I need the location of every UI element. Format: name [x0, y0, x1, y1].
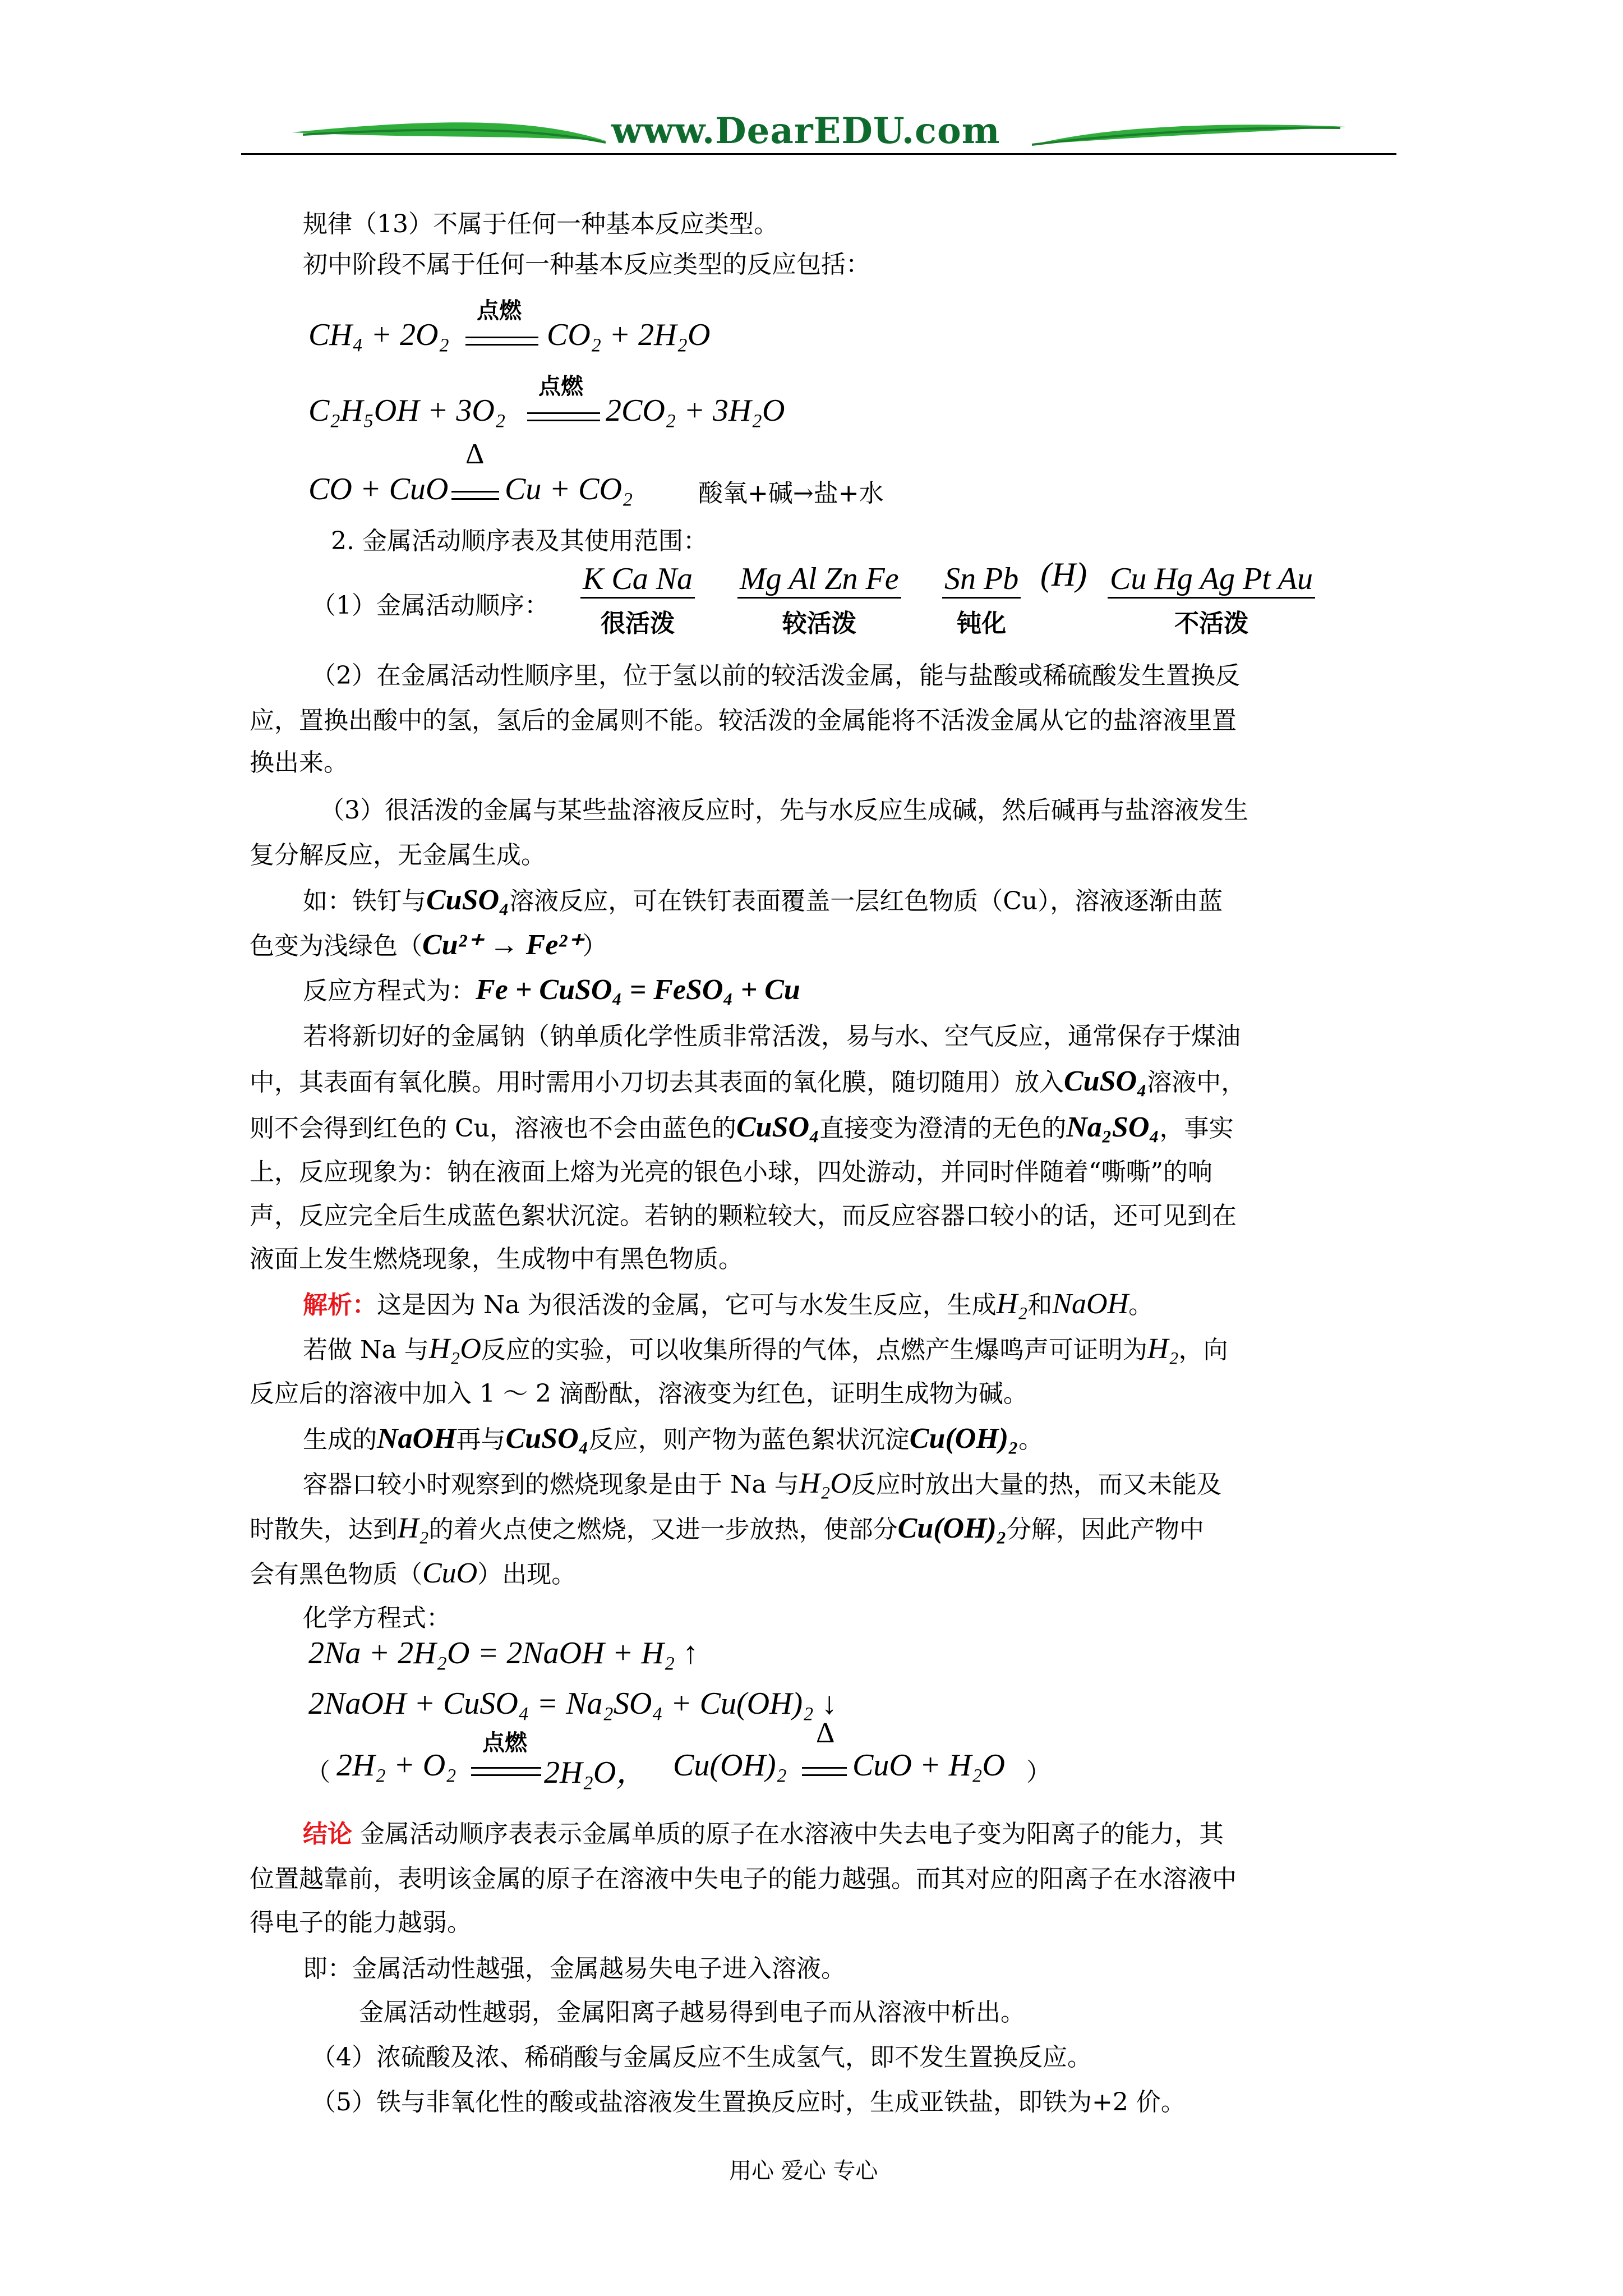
equation-double-bar: [465, 337, 538, 346]
formula: CuSO₄: [505, 1423, 589, 1455]
text-line: （3）很活泼的金属与某些盐溶液反应时，先与水反应生成碱，然后碱再与盐溶液发生: [320, 796, 1248, 825]
formula: Cu(OH)₂: [897, 1512, 1007, 1544]
text-line: 应，置换出酸中的氢，氢后的金属则不能。较活泼的金属能将不活泼金属从它的盐溶液里置: [250, 706, 1237, 735]
text-run: 生成的: [303, 1425, 377, 1454]
text-run: 。: [1128, 1291, 1154, 1319]
header-rule: [241, 153, 1396, 155]
formula: H₂: [996, 1288, 1028, 1320]
formula: H₂O: [428, 1333, 481, 1365]
text-line: 上，反应现象为：钠在液面上熔为光亮的银色小球，四处游动，并同时伴随着“嘶嘶”的响: [250, 1158, 1212, 1186]
text-line: [250, 1059, 1246, 1105]
formula: CuSO₄: [426, 884, 510, 916]
formula: Cu²⁺ → Fe²⁺: [422, 929, 583, 961]
formula: NaOH: [1052, 1288, 1129, 1320]
formula: CuSO₄: [1064, 1065, 1147, 1097]
text-run: 溶液反应，可在铁钉表面覆盖一层红色物质（Cu），溶液逐渐由蓝: [509, 887, 1223, 915]
text-line: [303, 878, 1223, 924]
text-run: 则不会得到红色的 Cu，溶液也不会由蓝色的: [250, 1114, 736, 1143]
text-run: ，事实: [1159, 1114, 1234, 1143]
equation-right: Cu + CO₂: [505, 472, 633, 507]
text-line: 复分解反应，无金属生成。: [250, 841, 546, 869]
text-line: 反应后的溶液中加入 1 ～ 2 滴酚酞，溶液变为红色，证明生成物为碱。: [250, 1379, 1028, 1408]
text-line: [303, 968, 800, 1014]
text-run: 直接变为澄清的无色的: [819, 1114, 1067, 1143]
equation: 2Na + 2H₂O = 2NaOH + H₂ ↑: [308, 1636, 699, 1671]
equation-condition: Δ: [465, 438, 485, 470]
text-run: 反应时放出大量的热，而又未能及: [851, 1470, 1221, 1499]
text-run: 溶液中，: [1147, 1068, 1246, 1097]
activity-metals: Mg Al Zn Fe: [737, 561, 901, 599]
equation-condition: 点燃: [482, 1730, 527, 1756]
text-line: 规律（13）不属于任何一种基本反应类型。: [303, 210, 778, 238]
text-line: （2）在金属活动性顺序里，位于氢以前的较活泼金属，能与盐酸或稀硫酸发生置换反: [311, 661, 1240, 690]
text-line: [303, 1282, 1153, 1328]
text-line: 液面上发生燃烧现象，生成物中有黑色物质。: [250, 1245, 743, 1273]
text-line: 若将新切好的金属钠（钠单质化学性质非常活泼，易与水、空气反应，通常保存于煤油: [303, 1022, 1241, 1051]
text-run: 色变为浅绿色（: [250, 932, 422, 960]
text-run: 和: [1027, 1291, 1053, 1319]
text-run: 反应，则产物为蓝色絮状沉淀: [588, 1425, 910, 1454]
text-line: （1）金属活动顺序：: [311, 591, 549, 620]
equation-right: CO₂ + 2H₂O: [547, 318, 711, 352]
text-line: 声，反应完全后生成蓝色絮状沉淀。若钠的颗粒较大，而反应容器口较小的话，还可见到在: [250, 1202, 1237, 1230]
formula: H₂O: [799, 1467, 851, 1499]
text-run: ）出现。: [477, 1560, 577, 1589]
text-line: 得电子的能力越弱。: [250, 1908, 472, 1937]
equation-mid: 2H₂O，: [544, 1755, 648, 1790]
formula: NaOH: [377, 1423, 457, 1455]
text-line: 化学方程式：: [303, 1604, 451, 1632]
text-line: [303, 1461, 1221, 1507]
activity-metals: Cu Hg Ag Pt Au: [1108, 561, 1315, 599]
text-run: 反应方程式为：: [303, 977, 476, 1005]
text-line: 即：金属活动性越强，金属越易失电子进入溶液。: [303, 1954, 846, 1983]
text-line: 初中阶段不属于任何一种基本反应类型的反应包括：: [303, 250, 870, 279]
equation-double-bar: [471, 1767, 541, 1776]
text-run: ）: [582, 932, 607, 960]
equation-note: 酸氧+碱→盐+水: [698, 479, 884, 508]
text-run: 分解，因此产物中: [1007, 1515, 1205, 1544]
activity-label: 钝化: [957, 609, 1007, 638]
text-run: 再与: [456, 1425, 506, 1454]
analysis-label: 解析：: [303, 1291, 377, 1319]
text-line: [250, 1105, 1234, 1151]
equation-left: 2H₂ + O₂: [336, 1748, 457, 1783]
activity-group: [737, 561, 901, 639]
text-run: 这是因为 Na 为很活泼的金属，它可与水发生反应，生成: [377, 1291, 997, 1319]
text-run: 会有黑色物质（: [250, 1560, 422, 1589]
text-run: 中，其表面有氧化膜。用时需用小刀切去其表面的氧化膜，随切随用）放入: [250, 1068, 1064, 1097]
equation-right: 2CO₂ + 3H₂O: [606, 393, 785, 428]
activity-group: [1108, 561, 1315, 639]
text-line: （4）浓硫酸及浓、稀硝酸与金属反应不生成氢气，即不发生置换反应。: [311, 2043, 1092, 2072]
section-heading: 2. 金属活动顺序表及其使用范围：: [331, 527, 708, 555]
equation-condition: 点燃: [538, 374, 583, 399]
equation-double-bar: [527, 412, 600, 421]
equation-left: C₂H₅OH + 3O₂: [308, 393, 506, 428]
activity-label: 不活泼: [1174, 609, 1248, 638]
activity-metals: K Ca Na: [580, 561, 695, 599]
equation-right: CuO + H₂O: [852, 1748, 1005, 1783]
equation: 2NaOH + CuSO₄ = Na₂SO₄ + Cu(OH)₂ ↓: [308, 1686, 837, 1721]
text-run: 容器口较小时观察到的燃烧现象是由于 Na 与: [303, 1470, 799, 1499]
text-line: [303, 1812, 1224, 1857]
equation-left: CH₄ + 2O₂: [308, 318, 449, 352]
text-line: [250, 1551, 576, 1597]
activity-group: [580, 561, 695, 639]
equation-left: CO + CuO: [308, 472, 449, 507]
equation-condition: Δ: [816, 1717, 835, 1749]
text-line: [303, 1416, 1043, 1462]
equation-left: Cu(OH)₂: [673, 1748, 787, 1783]
activity-metals: Sn Pb: [942, 561, 1021, 599]
conclusion-label: 结论: [303, 1820, 352, 1848]
formula: Fe + CuSO₄ = FeSO₄ + Cu: [476, 974, 800, 1006]
text-run: 若做 Na 与: [303, 1336, 429, 1364]
text-run: 时散失，达到: [250, 1515, 398, 1544]
text-run: 。: [1018, 1425, 1044, 1454]
text-run: （: [306, 1758, 330, 1787]
formula: CuO: [422, 1557, 478, 1589]
activity-hydrogen: (H): [1040, 556, 1087, 593]
text-line: 位置越靠前，表明该金属的原子在溶液中失电子的能力越强。而其对应的阳离子在水溶液中: [250, 1865, 1237, 1893]
activity-label: 较活泼: [782, 609, 856, 638]
text-line: 金属活动性越弱，金属阳离子越易得到电子而从溶液中析出。: [359, 1998, 1025, 2027]
formula: Na₂SO₄: [1066, 1111, 1160, 1143]
text-run: 如：铁钉与: [303, 887, 426, 915]
formula: H₂: [398, 1512, 429, 1544]
text-run: 反应的实验，可以收集所得的气体，点燃产生爆鸣声可证明为: [481, 1336, 1147, 1364]
text-line: 换出来。: [250, 748, 348, 777]
equation-double-bar: [802, 1767, 847, 1776]
activity-label: 很活泼: [601, 609, 675, 638]
text-line: （5）铁与非氧化性的酸或盐溶液发生置换反应时，生成亚铁盐，即铁为+2 价。: [311, 2088, 1186, 2116]
formula: Cu(OH)₂: [909, 1423, 1019, 1455]
text-run: ，向: [1178, 1336, 1228, 1364]
page-footer: 用心 爱心 专心: [729, 2158, 878, 2184]
formula: H₂: [1147, 1333, 1179, 1365]
equation-double-bar: [451, 491, 499, 500]
text-line: [250, 923, 607, 969]
text-run: 金属活动顺序表表示金属单质的原子在水溶液中失去电子变为阳离子的能力，其: [360, 1820, 1224, 1848]
text-run: 的着火点使之燃烧，又进一步放热，使部分: [428, 1515, 898, 1544]
header-site-name: www.DearEDU.com: [611, 110, 1000, 152]
formula: CuSO₄: [736, 1111, 820, 1143]
text-line: [303, 1327, 1228, 1373]
text-run: ）: [1026, 1758, 1051, 1787]
equation-condition: 点燃: [477, 298, 522, 324]
text-line: [250, 1506, 1204, 1552]
activity-group: [942, 561, 1021, 639]
